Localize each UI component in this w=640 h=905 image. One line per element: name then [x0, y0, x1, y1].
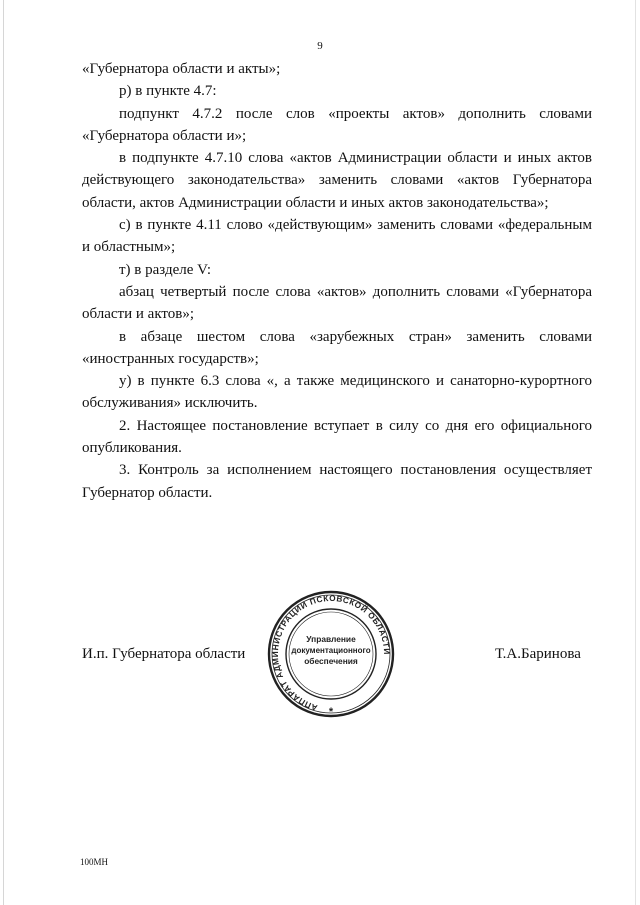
- paragraph-8: в абзаце шестом слова «зарубежных стран» заменить словами «иностранных государств»;: [82, 328, 592, 367]
- seal-center-line-2: документационного: [291, 646, 371, 655]
- paragraph-1: «Губернатора области и акты»;: [82, 61, 281, 77]
- paragraph-3: подпункт 4.7.2 после слов «проекты актов» дополнить словами «Губернатора области и»;: [82, 105, 592, 144]
- document-body: [82, 58, 592, 504]
- scan-edge-right: [635, 0, 636, 905]
- paragraph-2: р) в пункте 4.7:: [119, 83, 217, 100]
- official-seal: [266, 589, 396, 719]
- seal-center-line-3: обеспечения: [304, 656, 358, 666]
- seal-star-icon: *: [328, 706, 334, 718]
- signatory-position: И.п. Губернатора области: [82, 646, 246, 662]
- footer-code: 100МН: [80, 857, 109, 867]
- paragraph-10: 2. Настоящее постановление вступает в силу со дня его официального опубликования.: [82, 417, 592, 457]
- paragraph-11: 3. Контроль за исполнением настоящего постановления осуществляет Губернатор области.: [82, 462, 592, 501]
- page-number: 9: [317, 40, 323, 52]
- paragraph-6: т) в разделе V:: [119, 261, 212, 278]
- seal-ring-text: АППАРАТ АДМИНИСТРАЦИИ ПСКОВСКОЙ ОБЛАСТИ: [271, 593, 392, 713]
- paragraph-4: в подпункте 4.7.10 слова «актов Администрации области и иных актов действующего законодательства» заменить словами «актов Губернатора области, актов Администрации области и иных актов законодательства»;: [82, 150, 592, 211]
- paragraph-5: с) в пункте 4.11 слово «действующим» заменить словами «федеральным и областным»;: [82, 217, 592, 256]
- paragraph-9: у) в пункте 6.3 слова «, а также медицинского и санаторно-курортного обслуживания» исключить.: [82, 373, 592, 412]
- paragraph-7: абзац четвертый после слова «актов» дополнить словами «Губернатора области и актов»;: [82, 283, 592, 323]
- seal-center-line-1: Управление: [306, 634, 356, 644]
- scan-edge-left: [3, 0, 4, 905]
- signatory-name: Т.А.Баринова: [495, 646, 581, 662]
